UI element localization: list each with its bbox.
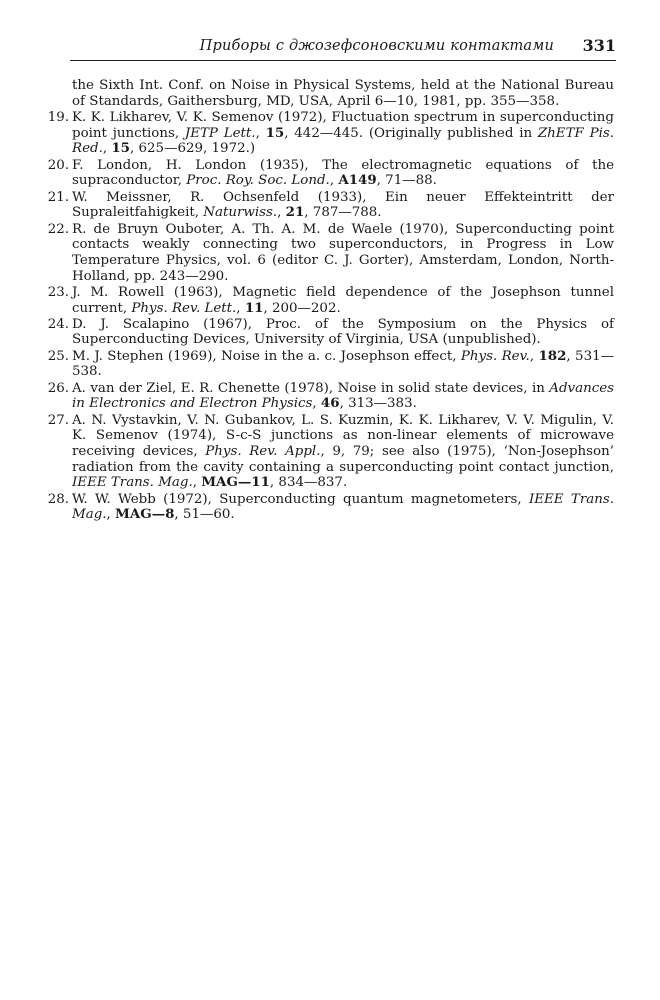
reference-fragment: , 51—60. — [174, 507, 235, 523]
reference-number: 23. — [47, 284, 69, 300]
reference-item — [47, 189, 614, 221]
reference-number: 25. — [47, 348, 69, 364]
volume-number: 15 — [111, 140, 130, 157]
reference-fragment: , — [312, 396, 321, 412]
reference-text — [72, 413, 614, 491]
reference-text — [72, 492, 614, 523]
journal-title: Advances in Electronics and Electron Physics — [72, 380, 614, 412]
volume-number: A149 — [338, 172, 377, 189]
reference-list — [47, 78, 615, 524]
reference-fragment: , 625—629, 1972.) — [130, 141, 256, 157]
reference-number: 26. — [47, 380, 69, 396]
running-title: Приборы с джозефсоновскими контактами — [199, 38, 554, 54]
reference-continuation: the Sixth Int. Conf. on Noise in Physical Systems, held at the National Bureau of Standards, Gaithersburg, MD, USA, April 6—10, 1981, pp. 355—358. — [72, 78, 614, 109]
reference-item — [47, 316, 614, 348]
journal-title: ZhETF Pis. Red. — [72, 125, 615, 157]
volume-number: 11 — [244, 299, 264, 316]
journal-title: IEEE Trans. Mag. — [72, 475, 193, 491]
reference-number: 28. — [47, 491, 69, 507]
journal-title: JETP Lett. — [184, 125, 256, 141]
volume-number: 46 — [320, 395, 340, 412]
volume-number: 21 — [285, 204, 305, 221]
reference-text — [72, 190, 614, 221]
reference-fragment: , 313—383. — [339, 396, 417, 412]
reference-item — [47, 284, 614, 316]
journal-title: Phys. Rev. Lett. — [131, 300, 237, 316]
reference-fragment: A. van der Ziel, E. R. Chenette (1978), Noise in solid state devices, in — [72, 380, 550, 396]
reference-fragment: , — [106, 507, 116, 523]
reference-fragment: , — [236, 300, 245, 316]
reference-fragment: , 9, 79; see also (1975), ‘Non-Josephson’ radiation from the cavity containing a superconducting point contact junction, — [72, 444, 614, 475]
reference-fragment: , 200—202. — [263, 300, 341, 316]
reference-fragment: , 531—538. — [72, 348, 615, 380]
volume-number: 15 — [265, 124, 285, 141]
journal-title: Phys. Rev. — [460, 348, 530, 364]
reference-fragment: W. W. Webb (1972), Superconducting quantum magnetometers, — [72, 491, 529, 507]
reference-text — [72, 222, 614, 284]
journal-title: IEEE Trans. Mag. — [72, 491, 614, 523]
journal-title: Proc. Roy. Soc. Lond. — [186, 173, 330, 189]
reference-fragment: , 787—788. — [304, 205, 382, 221]
reference-fragment: , — [255, 125, 266, 141]
reference-fragment: , 834—837. — [269, 475, 348, 491]
reference-fragment: K. K. Likharev, V. K. Semenov (1972), Fluctuation spectrum in superconducting point junctions, — [72, 110, 614, 141]
reference-item — [47, 412, 614, 491]
reference-fragment: , 71—88. — [376, 173, 437, 189]
reference-fragment: D. J. Scalapino (1967), Proc. of the Symposium on the Physics of Superconducting Devices, University of Virginia, USA (unpublished). — [72, 316, 614, 348]
reference-text — [72, 317, 614, 348]
page-header — [70, 34, 616, 61]
reference-fragment: , — [277, 205, 286, 221]
reference-item — [47, 157, 614, 189]
reference-fragment: J. M. Rowell (1963), Magnetic field dependence of the Josephson tunnel current, — [72, 284, 614, 316]
reference-text — [72, 381, 614, 412]
reference-fragment: , — [102, 141, 112, 157]
reference-item — [47, 221, 614, 284]
journal-title: Phys. Rev. Appl. — [205, 444, 321, 460]
reference-fragment: W. Meissner, R. Ochsenfeld (1933), Ein neuer Effekteintritt der Supraleitfahigkeit, — [72, 189, 614, 221]
reference-number: 24. — [47, 316, 69, 332]
volume-number: MAG—8 — [115, 506, 175, 523]
reference-fragment: , — [529, 348, 539, 364]
reference-text — [72, 110, 614, 157]
reference-number: 22. — [47, 221, 69, 237]
reference-fragment: F. London, H. London (1935), The electromagnetic equations of the supraconductor, — [72, 157, 614, 189]
reference-number: 19. — [47, 110, 69, 126]
reference-fragment: R. de Bruyn Ouboter, A. Th. A. M. de Waele (1970), Superconducting point contacts weakly connecting two superconductors, in Progress in Low Temperature Physics, vol. 6 (editor C. J. Gorter), Amsterdam, London, North-Holland, pp. 243—290. — [72, 221, 614, 284]
reference-text — [72, 285, 614, 316]
reference-text — [72, 158, 614, 189]
reference-number: 21. — [47, 189, 69, 205]
reference-number: 27. — [47, 412, 69, 428]
reference-item — [47, 491, 614, 523]
reference-fragment: , — [329, 173, 339, 189]
volume-number: MAG—11 — [201, 474, 270, 491]
reference-item — [47, 110, 615, 157]
reference-fragment: , 442—445. (Originally published in — [284, 125, 538, 141]
reference-fragment: A. N. Vystavkin, V. N. Gubankov, L. S. Kuzmin, K. K. Likharev, V. V. Migulin, V. K. Semenov (1974), S-c-S junctions as non-linear elements of microwave receiving devices, — [72, 412, 614, 460]
reference-item — [47, 380, 614, 412]
volume-number: 182 — [538, 347, 567, 364]
page-number: 331 — [582, 36, 616, 55]
reference-fragment: M. J. Stephen (1969), Noise in the a. c. Josephson effect, — [72, 348, 461, 364]
journal-title: Naturwiss. — [203, 205, 278, 221]
reference-text — [72, 349, 614, 380]
reference-fragment: , — [192, 475, 202, 491]
reference-item — [47, 347, 615, 380]
reference-number: 20. — [47, 157, 69, 173]
